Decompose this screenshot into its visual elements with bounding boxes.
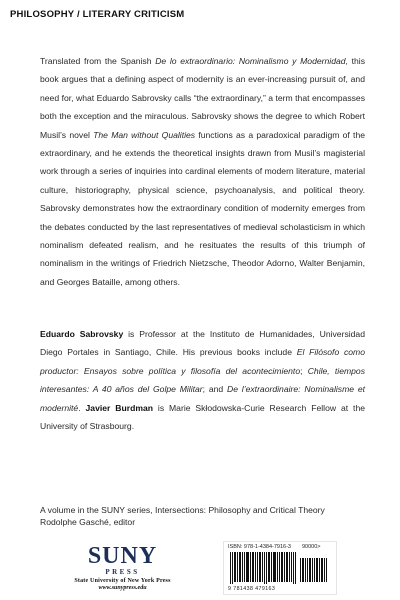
series-line: A volume in the SUNY series, Intersections: Philosophy and Critical Theory	[40, 505, 325, 515]
series-editor: Rodolphe Gasché, editor	[40, 516, 136, 527]
publisher-logo	[60, 545, 185, 591]
separator: ; and	[202, 384, 227, 395]
translator-name: Javier Burdman	[85, 402, 153, 413]
author-name: Eduardo Sabrovsky	[40, 329, 124, 339]
author-bio	[40, 325, 365, 435]
isbn-digits: 9 781438 479163	[228, 586, 276, 592]
barcode-icon	[230, 552, 330, 584]
press-logo-text: PRESS	[105, 568, 140, 576]
original-title: De lo extraordinario: Nominalismo y Modernidad	[155, 56, 346, 66]
description-text: , this book argues that a defining aspect of modernity is an ever-increasing pursuit of, and need for, what Eduardo Sabrovsky calls “the extraordinary,” a term that encompasses both the exception and the miraculous. Sabrovsky shows the degree to which Robert Musil’s novel	[40, 56, 365, 140]
subject-category: PHILOSOPHY / LITERARY CRITICISM	[10, 9, 185, 20]
separator: ;	[300, 365, 308, 376]
series-note	[40, 505, 365, 528]
previous-book-title: De l’extraordinaire: Nominalisme et modernité	[40, 384, 365, 413]
musil-novel-title: The Man without Qualities	[93, 129, 196, 140]
book-description	[40, 52, 365, 291]
publisher-name: State University of New York Press	[74, 578, 171, 584]
description-text: Translated from the Spanish	[40, 56, 156, 66]
previous-book-title: Chile, tiempos interesantes: A 40 años del Golpe Militar	[40, 365, 365, 395]
suny-logo-text: SUNY	[87, 543, 158, 569]
previous-book-title: El Filósofo como productor: Ensayos sobre política y filosofía del acontecimiento	[40, 347, 365, 376]
separator: .	[78, 402, 86, 413]
isbn-barcode	[223, 541, 337, 595]
author-text: is Professor at the Instituto de Humanidades, Universidad Diego Portales in Santiago, Chile. His previous books include	[40, 329, 365, 358]
description-text: functions as a paradoxical paradigm of the extraordinary, and he extends the theoretical insights drawn from Musil’s magisterial work through a series of inquiries into cardinal elements of modern literature, material culture, historiography, physical science, psychoanalysis, and political theory. Sabrovsky demonstrates how the extraordinary condition of modernity emerges from the debates conducted by the last representatives of medieval scholasticism in which nominalism defeated realism, and he resituates the results of this triumph of nominalism in the writings of Friedrich Nietzsche, Theodor Adorno, Walter Benjamin, and Georges Bataille, among others.	[40, 129, 365, 287]
isbn-label: ISBN: 978-1-4384-7916-3	[228, 544, 291, 550]
price-code: 90000>	[302, 544, 321, 550]
translator-text: is Marie Skłodowska-Curie Research Fellow at the University of Strasbourg.	[40, 402, 365, 432]
publisher-url: www.sunypress.edu	[98, 585, 147, 591]
